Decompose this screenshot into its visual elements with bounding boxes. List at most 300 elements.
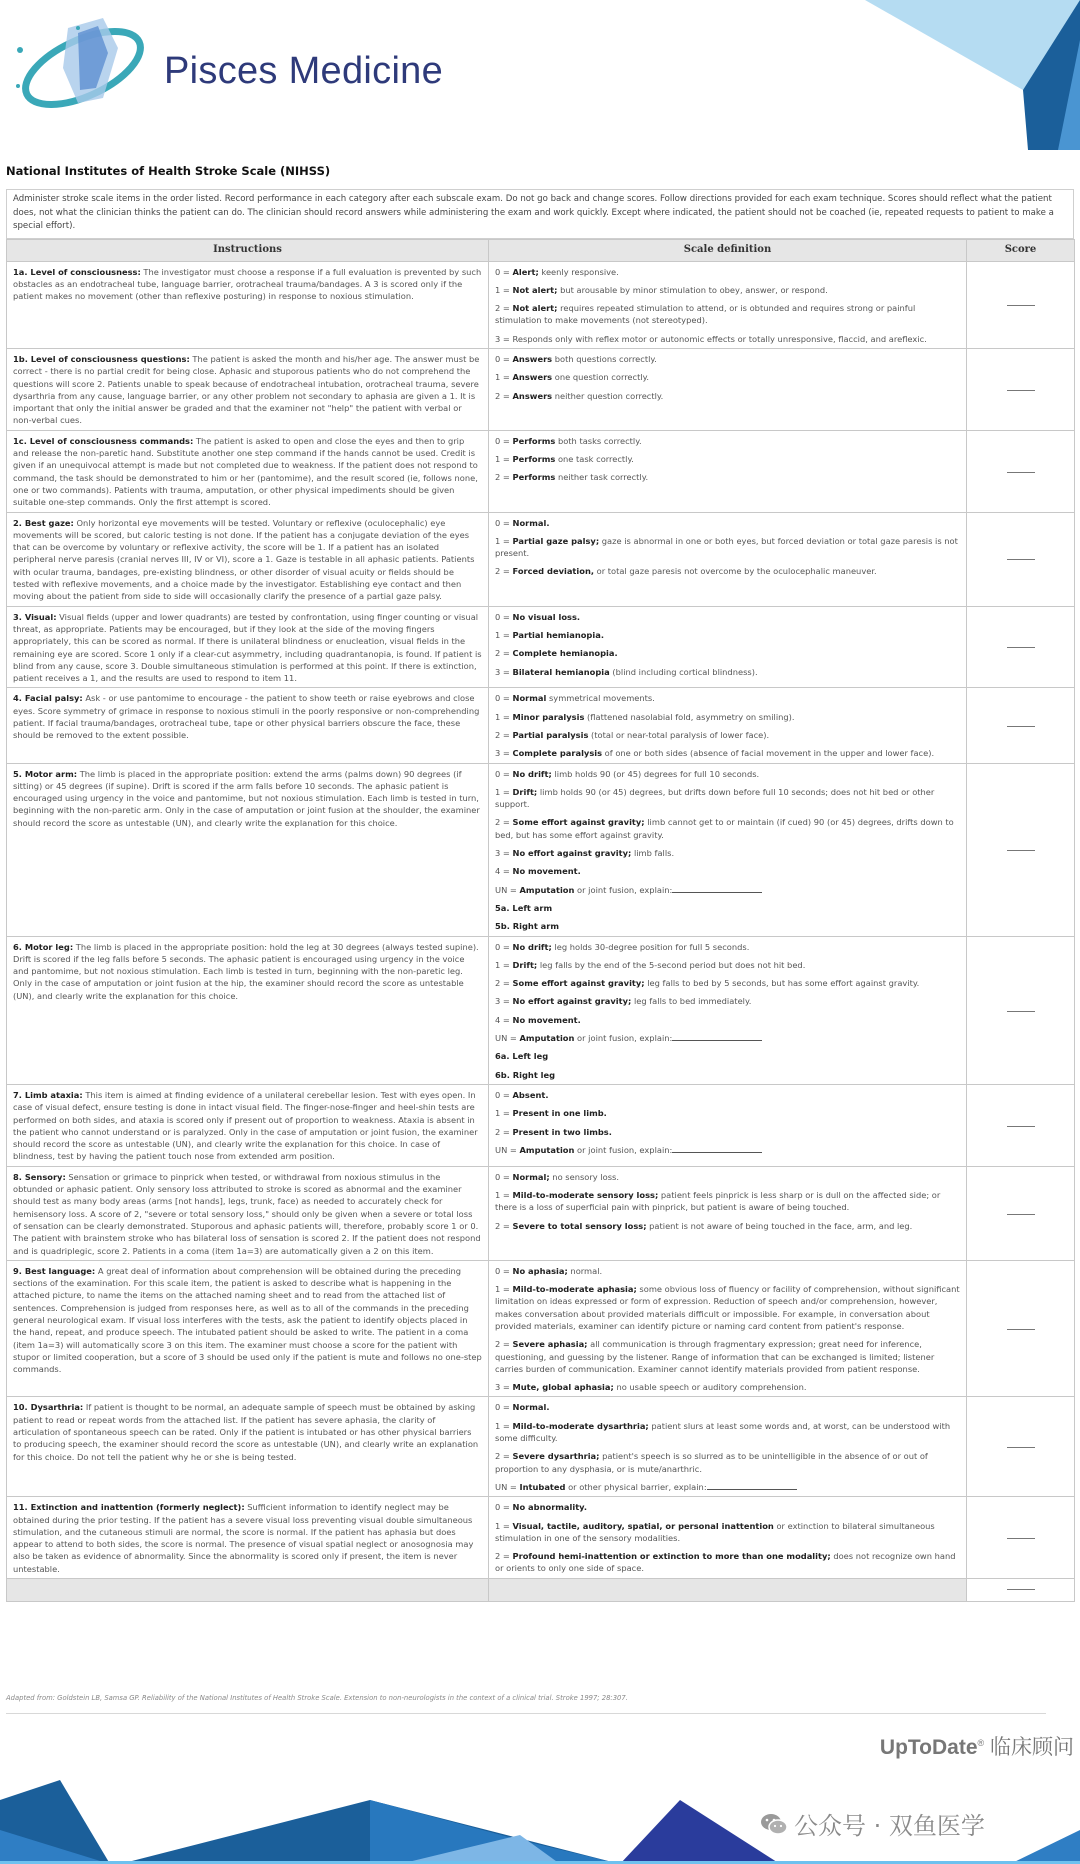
scale-definition-cell	[489, 261, 967, 348]
scale-option	[495, 1171, 960, 1183]
scale-definition-cell	[489, 688, 967, 763]
option-value: 0 =	[495, 941, 513, 952]
option-term: No abnormality.	[512, 1502, 587, 1513]
scale-option	[495, 1050, 960, 1062]
instruction-cell	[7, 688, 489, 763]
column-header-score: Score	[967, 239, 1075, 261]
option-value: 2 =	[495, 390, 513, 401]
option-description: neither question correctly.	[552, 390, 664, 401]
option-value: 2 =	[495, 978, 513, 989]
scale-definition-cell	[489, 1397, 967, 1497]
scale-definition-cell	[489, 1166, 967, 1260]
total-empty-cell	[7, 1579, 489, 1602]
scale-option	[495, 902, 960, 914]
score-blank[interactable]	[1007, 1329, 1035, 1330]
scale-option	[495, 471, 960, 483]
option-term: No movement.	[512, 866, 581, 877]
total-score-blank[interactable]	[1007, 1589, 1035, 1590]
scale-option	[495, 768, 960, 780]
option-value: 2 =	[495, 472, 513, 483]
option-value: 1 =	[495, 1190, 513, 1201]
instruction-cell	[7, 936, 489, 1084]
item-instructions: The investigator must choose a response if a full evaluation is prevented by such obstacles as an endotracheal tube, language barrier, orotracheal trauma/bandages. A 3 is scored only if the patient makes no movement (other than reflexive posturing) in response to noxious stimulation.	[13, 266, 482, 302]
option-value: UN =	[495, 1481, 520, 1492]
option-value: 4 =	[495, 866, 513, 877]
scale-option	[495, 333, 960, 345]
option-description: neither task correctly.	[555, 472, 649, 483]
instruction-cell	[7, 261, 489, 348]
option-value: 3 =	[495, 1382, 513, 1393]
option-term: Complete paralysis	[512, 748, 603, 759]
option-description: gaze is abnormal in one or both eyes, but forced deviation or total gaze paresis is not present.	[495, 535, 958, 559]
scale-option	[495, 1032, 960, 1044]
scale-option	[495, 816, 960, 841]
option-term: Intubated	[519, 1481, 566, 1492]
option-value: 2 =	[495, 566, 513, 577]
column-header-instructions: Instructions	[7, 239, 489, 261]
scale-definition-cell	[489, 1084, 967, 1166]
option-term: Drift;	[512, 786, 538, 797]
option-description: or joint fusion, explain:	[574, 1144, 673, 1155]
option-term: Complete hemianopia.	[512, 648, 618, 659]
instruction-cell	[7, 1166, 489, 1260]
score-cell[interactable]	[967, 763, 1075, 936]
score-blank[interactable]	[1007, 390, 1035, 391]
option-term: Forced deviation,	[512, 566, 594, 577]
scale-option	[495, 920, 960, 932]
item-instructions: A great deal of information about comprehension will be obtained during the preceding sections of the examination. For this scale item, the patient is asked to describe what is happening in the attached picture, to name the items on the attached naming sheet and to read from the attached list of sentences. Comprehension is judged from responses here, as well as to all of the commands in the preceding general neurological exam. If visual loss interferes with the tests, ask the patient to identify objects placed in the hand, repeat, and produce speech. The intubated patient should be asked to write. The patient in a coma (item 1a=3) will automatically score 3 on this item. The examiner must choose a score for the patient with stupor or limited cooperation, but a score of 3 should be used only if the patient is mute and follows no one-step commands.	[13, 1265, 482, 1375]
option-value: 3 =	[495, 748, 513, 759]
option-description: requires repeated stimulation to attend, or is obtunded and requires strong or painful stimulation to make movements (not stereotyped).	[495, 303, 916, 326]
score-blank[interactable]	[1007, 726, 1035, 727]
score-cell[interactable]	[967, 936, 1075, 1084]
option-term: No drift;	[512, 941, 552, 952]
instruction-cell	[7, 1497, 489, 1579]
option-term: No drift;	[512, 768, 552, 779]
option-term: Partial paralysis	[512, 730, 589, 740]
item-label: 1b. Level of consciousness questions:	[13, 353, 190, 364]
scale-option	[495, 666, 960, 678]
option-term: Mild-to-moderate dysarthria;	[512, 1420, 649, 1431]
option-value: 0 =	[495, 1171, 513, 1182]
option-term: Present in two limbs.	[512, 1126, 612, 1137]
instruction-cell	[7, 512, 489, 606]
scale-option	[495, 535, 960, 560]
scale-option	[495, 995, 960, 1007]
scale-option	[495, 302, 960, 327]
option-term: Performs	[512, 472, 556, 483]
item-instructions: If patient is thought to be normal, an adequate sample of speech must be obtained by asking patient to read or repeat words from the attached list. If the patient has severe aphasia, the clarity of articulation of spontaneous speech can be rated. Only if the patient is intubated or has other physical barriers to producing speech, the examiner should record the score as untestable (UN), and clearly write an explanation for this choice. Do not tell the patient why he or she is being tested.	[13, 1402, 479, 1462]
option-description: leg holds 30-degree position for full 5 seconds.	[551, 941, 750, 952]
option-term: Answers	[512, 372, 553, 383]
score-blank[interactable]	[1007, 1214, 1035, 1215]
option-term: Amputation	[519, 884, 575, 895]
table-row	[7, 1166, 1075, 1260]
item-instructions: The limb is placed in the appropriate position: hold the leg at 30 degrees (always tested supine). Drift is scored if the leg falls before 5 seconds. The aphasic patient is encouraged using urgency in the voice and pantomime, but not noxious stimulation. Each limb is tested in turn, beginning with the non-paretic leg. Only in the case of amputation or joint fusion at the hip, the examiner should record the score as untestable (UN), and clearly write the explanation for this choice.	[13, 941, 479, 1001]
option-description: both questions correctly.	[552, 353, 657, 364]
option-description: both tasks correctly.	[555, 435, 642, 446]
option-value: 0 =	[495, 768, 513, 779]
item-label: 1a. Level of consciousness:	[13, 266, 141, 277]
option-value: UN =	[495, 1033, 520, 1044]
option-value: 2 =	[495, 1551, 513, 1562]
uptodate-cn-label: 临床顾问	[984, 1736, 1074, 1759]
option-value: 2 =	[495, 1339, 513, 1350]
option-term: 6a. Left leg	[495, 1051, 549, 1062]
scale-option	[495, 453, 960, 465]
option-description: Responds only with reflex motor or autonomic effects or totally unresponsive, flaccid, and areflexic.	[512, 333, 927, 344]
score-blank[interactable]	[1007, 1126, 1035, 1127]
corner-decoration	[780, 0, 1080, 150]
option-term: Severe aphasia;	[512, 1339, 588, 1350]
item-instructions: The patient is asked to open and close the eyes and then to grip and release the non-paretic hand. Substitute another one step command if the hands cannot be used. Credit is given if an unequivocal attempt is made but not completed due to weakness. If the patient does not respond to command, the task should be demonstrated to him or her (pantomime), and the result scored (ie, follows none, one or two commands). Patients with trauma, amputation, or other physical impediments should be given suitable one-step commands. Only the first attempt is scored.	[13, 435, 478, 508]
scale-option	[495, 284, 960, 296]
scale-definition-cell	[489, 1497, 967, 1579]
scale-option	[495, 692, 960, 704]
wechat-watermark	[760, 1806, 985, 1841]
scale-option	[495, 1481, 960, 1493]
option-term: Normal.	[512, 517, 550, 528]
option-term: Answers	[512, 353, 553, 364]
score-cell[interactable]	[967, 1397, 1075, 1497]
uptodate-label: UpToDate	[879, 1736, 978, 1759]
instruction-cell	[7, 348, 489, 430]
option-description: (total or near-total paralysis of lower face).	[588, 730, 770, 740]
option-term: Some effort against gravity;	[512, 978, 645, 989]
table-row	[7, 1260, 1075, 1397]
scale-option	[495, 959, 960, 971]
item-label: 1c. Level of consciousness commands:	[13, 435, 194, 446]
option-term: Amputation	[519, 1144, 575, 1155]
scale-option	[495, 729, 960, 741]
explain-field[interactable]	[672, 1032, 762, 1041]
item-label: 3. Visual:	[13, 611, 57, 622]
option-description: limb holds 90 (or 45) degrees for full 10 seconds.	[551, 768, 760, 779]
scale-option	[495, 1089, 960, 1101]
option-term: No movement.	[512, 1014, 581, 1025]
item-instructions: Sufficient information to identify neglect may be obtained during the prior testing. If the patient has a severe visual loss preventing visual double simultaneous stimulation, and the cutaneous stimuli are normal, the score is normal. If the patient has aphasia but does appear to attend to both sides, the score is normal. The presence of visual spatial neglect or anosognosia may also be taken as evidence of abnormality. Since the abnormality is scored only if present, the item is never untestable.	[13, 1502, 474, 1574]
scale-option	[495, 847, 960, 859]
option-term: Severe to total sensory loss;	[512, 1220, 647, 1231]
table-row	[7, 688, 1075, 763]
item-label: 2. Best gaze:	[13, 517, 74, 528]
option-description: patient slurs at least some words and, at worst, can be understood with some difficulty.	[495, 1420, 951, 1444]
option-value: 2 =	[495, 1451, 513, 1462]
option-value: 0 =	[495, 1402, 513, 1413]
scale-option	[495, 1014, 960, 1026]
scale-option	[495, 1450, 960, 1475]
item-label: 8. Sensory:	[13, 1171, 66, 1182]
scale-option	[495, 1144, 960, 1156]
item-instructions: Sensation or grimace to pinprick when tested, or withdrawal from noxious stimulus in the obtunded or aphasic patient. Only sensory loss attributed to stroke is scored as abnormal and the examiner should test as many body areas (arms [not hands], legs, trunk, face) as needed to accurately check for hemisensory loss. A score of 2, "severe or total sensory loss," should only be given when a severe or total loss of sensation can be clearly demonstrated. Stuporous and aphasic patients will, therefore, probably score 1 or 0. The patient with brainstem stroke who has bilateral loss of sensation is scored 2. If the patient does not respond and is quadriplegic, score 2. Patients in a coma (item 1a=3) are automatically given a 2 on this item.	[13, 1171, 481, 1256]
option-term: Normal;	[512, 1171, 550, 1182]
option-value: 1 =	[495, 711, 513, 722]
option-term: Bilateral hemianopia	[512, 666, 610, 677]
item-label: 5. Motor arm:	[13, 768, 78, 779]
instruction-cell	[7, 430, 489, 512]
item-label: 4. Facial palsy:	[13, 693, 83, 704]
option-description: one task correctly.	[555, 454, 634, 465]
scale-option	[495, 1550, 960, 1575]
scale-option	[495, 1189, 960, 1214]
option-term: Some effort against gravity;	[512, 817, 645, 828]
scale-option	[495, 390, 960, 402]
column-header-scale-definition: Scale definition	[489, 239, 967, 261]
item-label: 6. Motor leg:	[13, 941, 74, 952]
item-instructions: Only horizontal eye movements will be tested. Voluntary or reflexive (oculocephalic) eye movements will be scored, but caloric testing is not done. If the patient has a conjugate deviation of the eyes that can be overcome by voluntary or reflexive activity, the score will be 1. If a patient has an isolated peripheral nerve paresis (cranial nerves III, IV or VI), score a 1. Gaze is testable in all aphasic patients. Patients with ocular trauma, bandages, pre-existing blindness, or other disorder of visual acuity or fields should be tested with reflexive movements, and a choice made by the investigator. Establishing eye contact and then moving about the patient from side to side will occasionally clarify the presence of a partial gaze palsy.	[13, 517, 475, 602]
option-description: (blind including cortical blindness).	[609, 666, 758, 677]
option-description: one question correctly.	[552, 372, 650, 383]
option-description: normal.	[567, 1265, 603, 1276]
pisces-logo-icon	[8, 8, 158, 118]
table-row	[7, 606, 1075, 688]
score-cell[interactable]	[967, 1166, 1075, 1260]
option-term: Severe dysarthria;	[512, 1451, 600, 1462]
score-blank[interactable]	[1007, 647, 1035, 648]
scale-option	[495, 565, 960, 577]
brand-name: Pisces Medicine	[164, 50, 444, 92]
option-value: 4 =	[495, 1014, 513, 1025]
wechat-account-label: 公众号 · 双鱼医学	[794, 1812, 985, 1840]
option-value: UN =	[495, 1144, 520, 1155]
option-description: of one or both sides (absence of facial movement in the upper and lower face).	[602, 748, 935, 759]
score-blank[interactable]	[1007, 1538, 1035, 1539]
score-blank[interactable]	[1007, 1011, 1035, 1012]
scale-option	[495, 435, 960, 447]
option-term: Amputation	[519, 1033, 575, 1044]
score-cell[interactable]	[967, 348, 1075, 430]
option-value: 1 =	[495, 454, 513, 465]
scale-option	[495, 941, 960, 953]
option-value: 1 =	[495, 959, 513, 970]
scale-option	[495, 266, 960, 278]
item-instructions: The patient is asked the month and his/her age. The answer must be correct - there is no partial credit for being close. Aphasic and stuporous patients who do not comprehend the questions will score 2. Patients unable to speak because of endotracheal intubation, orotracheal trauma, severe dysarthria from any cause, language barrier, or any other problem not secondary to aphasia are given a 1. It is important that only the initial answer be graded and that the examiner not "help" the patient with verbal or non-verbal cues.	[13, 353, 480, 426]
table-row	[7, 763, 1075, 936]
item-instructions: This item is aimed at finding evidence of a unilateral cerebellar lesion. Test with eyes open. In case of visual defect, ensure testing is done in intact visual field. The finger-nose-finger and heel-shin tests are performed on both sides, and ataxia is scored only if present out of proportion to weakness. Ataxia is absent in the patient who cannot understand or is paralyzed. Only in the case of amputation or joint fusion, the examiner should record the score as untestable (UN), and clearly write the explanation for this choice. In case of blindness, test by having the patient touch nose from extended arm position.	[13, 1089, 478, 1162]
table-row	[7, 430, 1075, 512]
total-empty-cell	[489, 1579, 967, 1602]
option-term: Not alert;	[512, 284, 558, 295]
option-description: or extinction to bilateral simultaneous stimulation in one of the sensory modalities.	[495, 1520, 935, 1543]
instruction-cell	[7, 606, 489, 688]
wechat-icon	[760, 1812, 788, 1836]
scale-option	[495, 747, 960, 759]
option-term: Alert;	[512, 266, 539, 277]
option-term: Partial hemianopia.	[512, 629, 604, 640]
option-description: leg falls to bed immediately.	[631, 996, 752, 1007]
item-label: 10. Dysarthria:	[13, 1402, 84, 1413]
divider	[6, 1713, 1046, 1714]
table-row	[7, 348, 1075, 430]
scale-definition-cell	[489, 348, 967, 430]
scale-option	[495, 884, 960, 896]
explain-field[interactable]	[672, 1144, 762, 1153]
option-term: Performs	[512, 435, 556, 446]
option-description: patient's speech is so slurred as to be unintelligible in the absence of or out of proportion to any dysphasia, or is mute/anarthric.	[495, 1451, 928, 1474]
scale-option	[495, 865, 960, 877]
score-cell[interactable]	[967, 1084, 1075, 1166]
scale-option	[495, 786, 960, 811]
instruction-cell	[7, 1260, 489, 1397]
scale-option	[495, 1107, 960, 1119]
option-value: 0 =	[495, 1089, 513, 1100]
scale-option	[495, 647, 960, 659]
option-value: 1 =	[495, 535, 513, 546]
option-value: 2 =	[495, 1126, 513, 1137]
score-cell[interactable]	[967, 430, 1075, 512]
option-value: 1 =	[495, 1520, 513, 1531]
option-description: keenly responsive.	[538, 266, 619, 277]
option-value: 1 =	[495, 284, 513, 295]
option-value: 1 =	[495, 1420, 513, 1431]
option-value: 2 =	[495, 303, 513, 314]
table-row	[7, 1084, 1075, 1166]
option-term: Normal.	[512, 1402, 550, 1413]
option-value: 0 =	[495, 266, 513, 277]
option-term: Answers	[512, 390, 553, 401]
option-value: 3 =	[495, 666, 513, 677]
item-instructions: The limb is placed in the appropriate position: extend the arms (palms down) 90 degrees (if sitting) or 45 degrees (if supine). Drift is scored if the arm falls before 10 seconds. The aphasic patient is encouraged using urgency in the voice and pantomime, but not noxious stimulation. Each limb is tested in turn, beginning with the non-paretic arm. Only in the case of amputation or joint fusion at the shoulder, the examiner should record the score as untestable (UN), and clearly write the explanation for this choice.	[13, 768, 480, 828]
option-term: Mute, global aphasia;	[512, 1382, 614, 1393]
option-term: Not alert;	[512, 303, 558, 314]
option-value: 1 =	[495, 786, 513, 797]
option-description: or joint fusion, explain:	[574, 884, 673, 895]
scale-option	[495, 1401, 960, 1413]
option-description: leg falls by the end of the 5-second period but does not hit bed.	[537, 959, 806, 970]
option-description: or total gaze paresis not overcome by the oculocephalic maneuver.	[594, 566, 877, 577]
score-cell[interactable]	[967, 261, 1075, 348]
scale-definition-cell	[489, 763, 967, 936]
option-value: 2 =	[495, 730, 513, 740]
scale-option	[495, 1220, 960, 1232]
scale-option	[495, 1338, 960, 1375]
scale-option	[495, 1520, 960, 1545]
score-blank[interactable]	[1007, 305, 1035, 306]
option-description: no usable speech or auditory comprehension.	[613, 1382, 807, 1393]
score-blank[interactable]	[1007, 1447, 1035, 1448]
option-term: No aphasia;	[512, 1265, 568, 1276]
option-description: does not recognize own hand or orients to only one side of space.	[495, 1551, 956, 1574]
scale-option	[495, 1126, 960, 1138]
option-value: 2 =	[495, 1220, 513, 1231]
option-term: 6b. Right leg	[495, 1069, 556, 1080]
option-value: 1 =	[495, 372, 513, 383]
score-cell[interactable]	[967, 606, 1075, 688]
scale-option	[495, 1069, 960, 1081]
option-term: Mild-to-moderate sensory loss;	[512, 1190, 659, 1201]
option-term: No effort against gravity;	[512, 996, 632, 1007]
scale-definition-cell	[489, 1260, 967, 1397]
option-description: some obvious loss of fluency or facility of comprehension, without significant limitation on ideas expressed or form of expression. Reduction of speech and/or comprehension, however, makes conversation about provided materials difficult or impossible. For example, in conversation about provided materials, examiner can identify picture or naming card content from patient's response.	[495, 1284, 960, 1331]
option-term: No effort against gravity;	[512, 848, 632, 859]
scale-definition-cell	[489, 512, 967, 606]
scale-option	[495, 371, 960, 383]
option-value: 0 =	[495, 693, 513, 704]
scale-option	[495, 977, 960, 989]
scale-table	[6, 239, 1075, 1603]
item-label: 9. Best language:	[13, 1265, 96, 1276]
scale-option	[495, 1501, 960, 1513]
option-description: or joint fusion, explain:	[574, 1033, 673, 1044]
option-term: Performs	[512, 454, 556, 465]
score-blank[interactable]	[1007, 850, 1035, 851]
scale-option	[495, 1420, 960, 1445]
option-term: 5b. Right arm	[495, 921, 560, 932]
document-title: National Institutes of Health Stroke Scale (NIHSS)	[6, 164, 331, 178]
option-value: 1 =	[495, 1108, 513, 1119]
option-term: Minor paralysis	[512, 711, 585, 722]
item-instructions: Visual fields (upper and lower quadrants) are tested by confrontation, using finger counting or visual threat, as appropriate. Patients may be encouraged, but if they look at the side of the moving fingers appropriately, this can be scored as normal. If there is unilateral blindness or enucleation, visual fields in the remaining eye are scored. Score 1 only if a clear-cut asymmetry, including quadrantanopia, is found. If patient is blind from any cause, score 3. Double simultaneous stimulation is performed at this point. If there is extinction, patient receives a 1, and the results are used to respond to item 11.	[13, 611, 482, 684]
option-term: Absent.	[512, 1089, 549, 1100]
option-description: limb holds 90 (or 45) degrees, but drifts down before full 10 seconds; does not hit bed or other support.	[495, 786, 935, 810]
item-label: 11. Extinction and inattention (formerly neglect):	[13, 1502, 245, 1513]
option-term: 5a. Left arm	[495, 902, 553, 913]
score-cell[interactable]	[967, 512, 1075, 606]
instruction-cell	[7, 1084, 489, 1166]
registered-mark: ®	[977, 1738, 985, 1748]
scale-definition-cell	[489, 606, 967, 688]
nihss-table	[6, 189, 1074, 1602]
table-row	[7, 1397, 1075, 1497]
scale-definition-cell	[489, 430, 967, 512]
item-instructions: Ask - or use pantomime to encourage - the patient to show teeth or raise eyebrows and close eyes. Score symmetry of grimace in response to noxious stimuli in the poorly responsive or non-comprehending patient. If facial trauma/bandages, orotracheal tube, tape or other physical barriers obscure the face, these should be removed to the extent possible.	[13, 693, 480, 741]
option-value: 3 =	[495, 848, 513, 859]
option-description: limb falls.	[631, 848, 675, 859]
explain-field[interactable]	[707, 1481, 797, 1490]
table-row	[7, 1497, 1075, 1579]
option-term: Profound hemi-inattention or extinction to more than one modality;	[512, 1551, 831, 1562]
scale-option	[495, 1265, 960, 1277]
score-cell[interactable]	[967, 1260, 1075, 1397]
score-blank[interactable]	[1007, 559, 1035, 560]
option-term: Mild-to-moderate aphasia;	[512, 1284, 637, 1295]
option-value: 0 =	[495, 353, 513, 364]
option-description: limb cannot get to or maintain (if cued) 90 (or 45) degrees, drifts down to bed, but has some effort against gravity.	[495, 817, 954, 840]
total-score-cell[interactable]	[967, 1579, 1075, 1602]
scale-option	[495, 353, 960, 365]
scale-option	[495, 711, 960, 723]
table-row	[7, 512, 1075, 606]
option-value: 0 =	[495, 611, 513, 622]
score-cell[interactable]	[967, 688, 1075, 763]
item-label: 7. Limb ataxia:	[13, 1089, 83, 1100]
intro-text: Administer stroke scale items in the order listed. Record performance in each category after each subscale exam. Do not go back and change scores. Follow directions provided for each exam technique. Scores should reflect what the patient does, not what the clinician thinks the patient can do. The clinician should record answers while administering the exam and work quickly. Except where indicated, the patient should not be coached (ie, repeated requests to patient to make a special effort).	[6, 189, 1074, 239]
option-value: 0 =	[495, 435, 513, 446]
scale-option	[495, 517, 960, 529]
option-description: or other physical barrier, explain:	[565, 1481, 707, 1492]
source-citation: Adapted from: Goldstein LB, Samsa GP. Reliability of the National Institutes of Health Stroke Scale. Extension to non-neurologists in the context of a clinical trial. Stroke 1997; 28:307.	[6, 1694, 628, 1702]
option-value: 0 =	[495, 1502, 513, 1513]
total-row	[7, 1579, 1075, 1602]
option-term: Partial gaze palsy;	[512, 535, 600, 546]
option-description: leg falls to bed by 5 seconds, but has some effort against gravity.	[644, 978, 920, 989]
option-term: Drift;	[512, 959, 538, 970]
option-value: 3 =	[495, 996, 513, 1007]
scale-option	[495, 1283, 960, 1332]
instruction-cell	[7, 763, 489, 936]
option-term: No visual loss.	[512, 611, 581, 622]
scale-option	[495, 1381, 960, 1393]
option-description: no sensory loss.	[549, 1171, 619, 1182]
score-cell[interactable]	[967, 1497, 1075, 1579]
header	[0, 0, 1080, 160]
explain-field[interactable]	[672, 884, 762, 893]
option-term: Normal	[512, 693, 547, 704]
table-row	[7, 261, 1075, 348]
option-value: 0 =	[495, 517, 513, 528]
option-value: 1 =	[495, 1284, 513, 1295]
score-blank[interactable]	[1007, 472, 1035, 473]
